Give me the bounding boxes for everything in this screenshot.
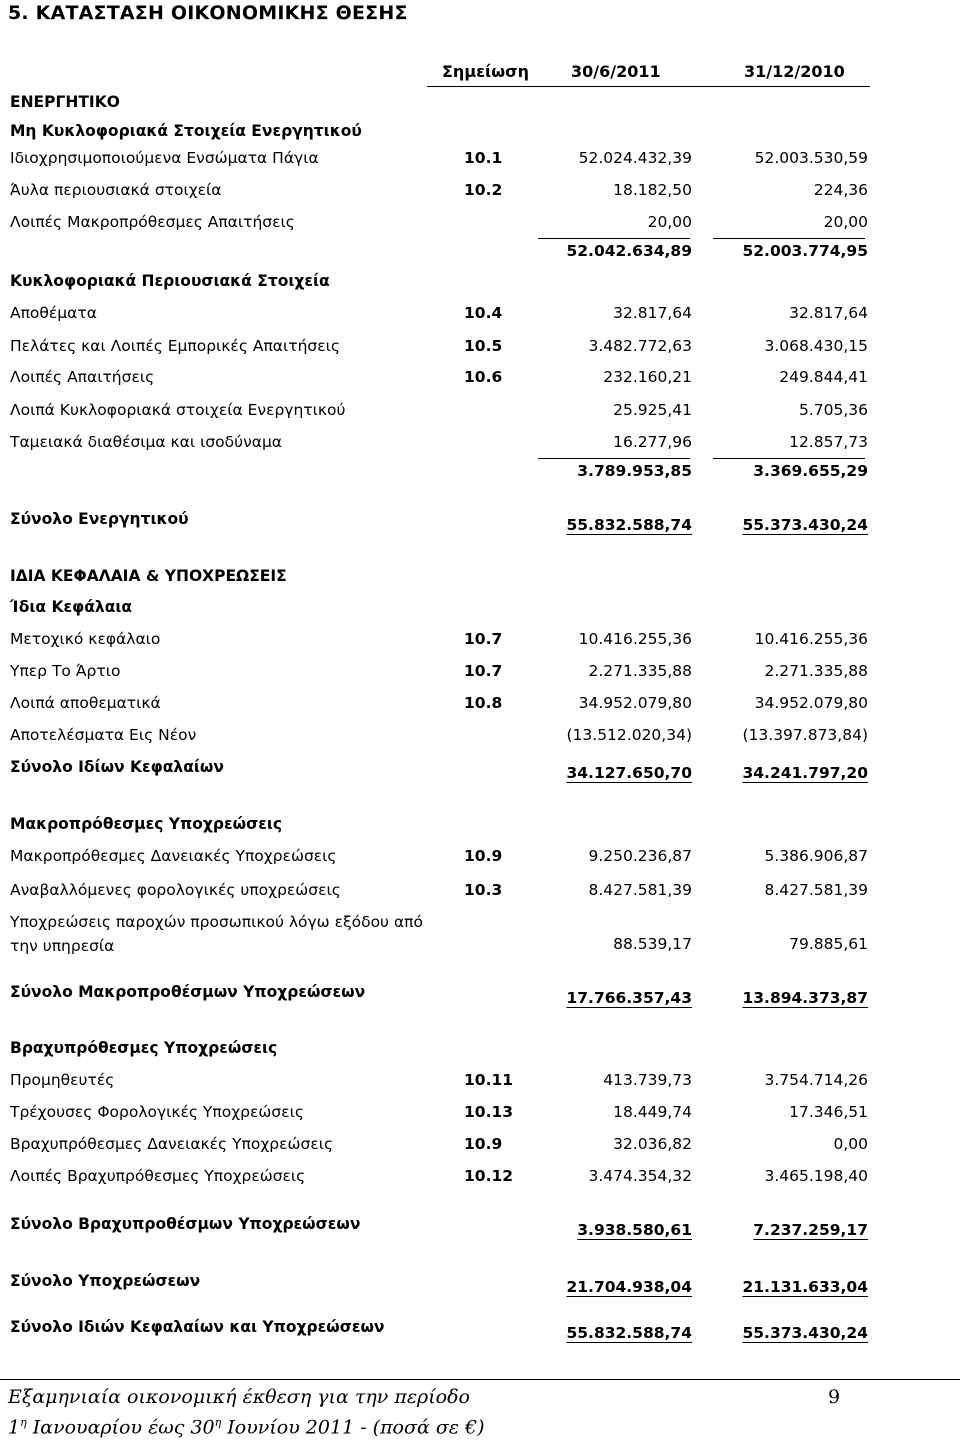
row-label: Ταμειακά διαθέσιμα και ισοδύναμα (10, 433, 283, 451)
row-value-period-2: 17.346,51 (789, 1103, 868, 1121)
row-label: Τρέχουσες Φορολογικές Υποχρεώσεις (10, 1103, 304, 1121)
row-label: Σύνολο Ιδίων Κεφαλαίων (10, 758, 224, 776)
row-note: 10.8 (464, 694, 503, 712)
row-value-period-1: 25.925,41 (613, 401, 692, 419)
row-label: Υπερ Το Άρτιο (10, 662, 121, 680)
row-value-period-2: 21.131.633,04 (742, 1278, 868, 1296)
footer-period: $1^\eta$ Ιανουαρίου έως $30^\eta$ Ιουνίου 2011 - (ποσά σε €) (8, 1416, 485, 1439)
row-value-period-1: 413.739,73 (603, 1071, 692, 1089)
row-value-period-1: 52.024.432,39 (578, 149, 692, 167)
table-row (0, 661, 960, 687)
row-label: Μη Κυκλοφοριακά Στοιχεία Ενεργητικού (10, 122, 362, 140)
row-label: Βραχυπρόθεσμες Υποχρεώσεις (10, 1039, 278, 1057)
row-value-period-2: 5.386.906,87 (764, 847, 868, 865)
total-row (0, 982, 960, 1008)
page-number: 9 (828, 1386, 841, 1408)
row-note: 10.9 (464, 847, 503, 865)
section-heading (0, 566, 960, 592)
row-note: 10.12 (464, 1167, 514, 1185)
row-label: Αποθέματα (10, 304, 97, 322)
subtotal-rule (538, 458, 690, 459)
row-value-period-1: 21.704.938,04 (566, 1278, 692, 1296)
row-value-period-1: 9.250.236,87 (588, 847, 692, 865)
row-value-period-2: 3.754.714,26 (764, 1071, 868, 1089)
row-note: 10.7 (464, 630, 503, 648)
row-value-period-1: 34.952.079,80 (578, 694, 692, 712)
row-value-period-2: 224,36 (813, 181, 868, 199)
table-row (0, 212, 960, 238)
table-row (0, 1166, 960, 1192)
row-value-period-1: 3.474.354,32 (588, 1167, 692, 1185)
row-note: 10.7 (464, 662, 503, 680)
row-value-period-1: 55.832.588,74 (566, 516, 692, 534)
table-row (0, 1070, 960, 1096)
row-label: Σύνολο Μακροπροθέσμων Υποχρεώσεων (10, 983, 366, 1001)
row-label: Λοιπά Κυκλοφοριακά στοιχεία Ενεργητικού (10, 401, 346, 419)
row-value-period-2: 20,00 (823, 213, 868, 231)
row-note: 10.2 (464, 181, 503, 199)
subtotal-rule (713, 238, 865, 239)
row-label: Λοιπές Απαιτήσεις (10, 368, 155, 386)
table-row (0, 1134, 960, 1160)
footer-report-title: Εξαμηνιαία οικονομική έκθεση για την περίοδο (8, 1386, 470, 1408)
column-header-note: Σημείωση (442, 62, 529, 81)
row-value-period-2: 249.844,41 (779, 368, 868, 386)
row-value-period-1: 2.271.335,88 (588, 662, 692, 680)
table-row (0, 367, 960, 393)
total-row (0, 509, 960, 535)
total-row (0, 757, 960, 783)
table-row (0, 148, 960, 174)
table-row (0, 846, 960, 872)
row-value-period-2: 34.952.079,80 (754, 694, 868, 712)
row-value-period-2: 2.271.335,88 (764, 662, 868, 680)
row-value-period-1: 20,00 (647, 213, 692, 231)
row-value-period-2: (13.397.873,84) (742, 726, 868, 744)
table-row (0, 693, 960, 719)
table-row (0, 400, 960, 426)
row-label: Ίδια Κεφάλαια (10, 598, 133, 616)
row-note: 10.5 (464, 337, 503, 355)
row-label: Άυλα περιουσιακά στοιχεία (10, 181, 222, 199)
row-value-period-2: 0,00 (833, 1135, 868, 1153)
row-value-period-2: 34.241.797,20 (742, 764, 868, 782)
table-row (0, 910, 960, 962)
row-label: Σύνολο Ιδιών Κεφαλαίων και Υποχρεώσεων (10, 1318, 385, 1336)
row-label: Μετοχικό κεφάλαιο (10, 630, 161, 648)
subtotal-rule (538, 238, 690, 239)
footer-divider (0, 1379, 960, 1380)
row-value-period-2: 3.369.655,29 (753, 462, 868, 480)
row-label: Βραχυπρόθεσμες Δανειακές Υποχρεώσεις (10, 1135, 334, 1153)
total-row (0, 1214, 960, 1240)
row-label: Μακροπρόθεσμες Υποχρεώσεις (10, 815, 283, 833)
subtotal-row (0, 461, 960, 487)
row-label: Πελάτες και Λοιπές Εμπορικές Απαιτήσεις (10, 337, 340, 355)
row-value-period-2: 5.705,36 (798, 401, 868, 419)
row-label: Ιδιοχρησιμοποιούμενα Ενσώματα Πάγια (10, 149, 319, 167)
row-label: Αποτελέσματα Εις Νέον (10, 726, 197, 744)
row-note: 10.3 (464, 881, 503, 899)
row-note: 10.9 (464, 1135, 503, 1153)
row-value-period-2: 8.427.581,39 (764, 881, 868, 899)
row-label: Υποχρεώσεις παροχών προσωπικού λόγω εξόδου από την υπηρεσία (10, 913, 423, 955)
section-heading (0, 597, 960, 623)
section-heading (0, 814, 960, 840)
row-value-period-2: 55.373.430,24 (742, 516, 868, 534)
row-value-period-2: 52.003.774,95 (742, 242, 868, 260)
row-value-period-1: 88.539,17 (613, 935, 692, 953)
table-row (0, 336, 960, 362)
row-label: Σύνολο Βραχυπροθέσμων Υποχρεώσεων (10, 1215, 361, 1233)
row-value-period-1: 3.789.953,85 (577, 462, 692, 480)
row-value-period-2: 3.068.430,15 (764, 337, 868, 355)
row-value-period-1: 8.427.581,39 (588, 881, 692, 899)
row-value-period-1: 34.127.650,70 (566, 764, 692, 782)
table-row (0, 432, 960, 458)
row-value-period-1: 3.482.772,63 (588, 337, 692, 355)
row-value-period-1: 16.277,96 (613, 433, 692, 451)
section-heading (0, 1038, 960, 1064)
row-label: Λοιπές Μακροπρόθεσμες Απαιτήσεις (10, 213, 295, 231)
row-label: Αναβαλλόμενες φορολογικές υποχρεώσεις (10, 881, 341, 899)
table-row (0, 180, 960, 206)
row-label: Λοιπές Βραχυπρόθεσμες Υποχρεώσεις (10, 1167, 306, 1185)
row-value-period-1: 3.938.580,61 (577, 1221, 692, 1239)
row-value-period-1: 32.036,82 (613, 1135, 692, 1153)
row-value-period-2: 79.885,61 (789, 935, 868, 953)
section-heading (0, 121, 960, 147)
row-note: 10.1 (464, 149, 503, 167)
row-value-period-1: 17.766.357,43 (566, 989, 692, 1007)
section-heading (0, 271, 960, 297)
subtotal-rule (713, 458, 865, 459)
column-header-period-2: 31/12/2010 (744, 62, 845, 81)
row-value-period-1: 55.832.588,74 (566, 1324, 692, 1342)
table-row (0, 303, 960, 329)
row-value-period-1: 18.182,50 (613, 181, 692, 199)
row-value-period-1: 18.449,74 (613, 1103, 692, 1121)
row-label: ΙΔΙΑ ΚΕΦΑΛΑΙΑ & ΥΠΟΧΡΕΩΣΕΙΣ (10, 567, 287, 585)
row-value-period-2: 32.817,64 (789, 304, 868, 322)
table-row (0, 725, 960, 751)
row-value-period-2: 55.373.430,24 (742, 1324, 868, 1342)
row-value-period-2: 52.003.530,59 (754, 149, 868, 167)
table-row (0, 629, 960, 655)
row-value-period-2: 7.237.259,17 (753, 1221, 868, 1239)
table-row (0, 1102, 960, 1128)
total-row (0, 1271, 960, 1297)
row-value-period-2: 12.857,73 (789, 433, 868, 451)
row-label: Σύνολο Υποχρεώσεων (10, 1272, 201, 1290)
row-value-period-2: 3.465.198,40 (764, 1167, 868, 1185)
section-heading (0, 92, 960, 118)
row-value-period-1: 10.416.255,36 (578, 630, 692, 648)
row-label: Λοιπά αποθεματικά (10, 694, 161, 712)
row-value-period-2: 13.894.373,87 (742, 989, 868, 1007)
total-row (0, 1317, 960, 1343)
row-note: 10.13 (464, 1103, 514, 1121)
row-label: Μακροπρόθεσμες Δανειακές Υποχρεώσεις (10, 847, 337, 865)
row-value-period-1: 52.042.634,89 (566, 242, 692, 260)
row-value-period-1: 32.817,64 (613, 304, 692, 322)
row-note: 10.6 (464, 368, 503, 386)
row-label: Προμηθευτές (10, 1071, 115, 1089)
page-title: 5. ΚΑΤΑΣΤΑΣΗ ΟΙΚΟΝΟΜΙΚΗΣ ΘΕΣΗΣ (8, 2, 408, 24)
row-label: Σύνολο Ενεργητικού (10, 510, 189, 528)
table-row (0, 880, 960, 906)
row-label: ΕΝΕΡΓΗΤΙΚΟ (10, 93, 120, 111)
row-value-period-1: 232.160,21 (603, 368, 692, 386)
row-value-period-2: 10.416.255,36 (754, 630, 868, 648)
row-value-period-1: (13.512.020,34) (566, 726, 692, 744)
row-note: 10.4 (464, 304, 503, 322)
subtotal-row (0, 241, 960, 267)
row-label: Κυκλοφοριακά Περιουσιακά Στοιχεία (10, 272, 330, 290)
row-note: 10.11 (464, 1071, 514, 1089)
column-header-period-1: 30/6/2011 (571, 62, 661, 81)
